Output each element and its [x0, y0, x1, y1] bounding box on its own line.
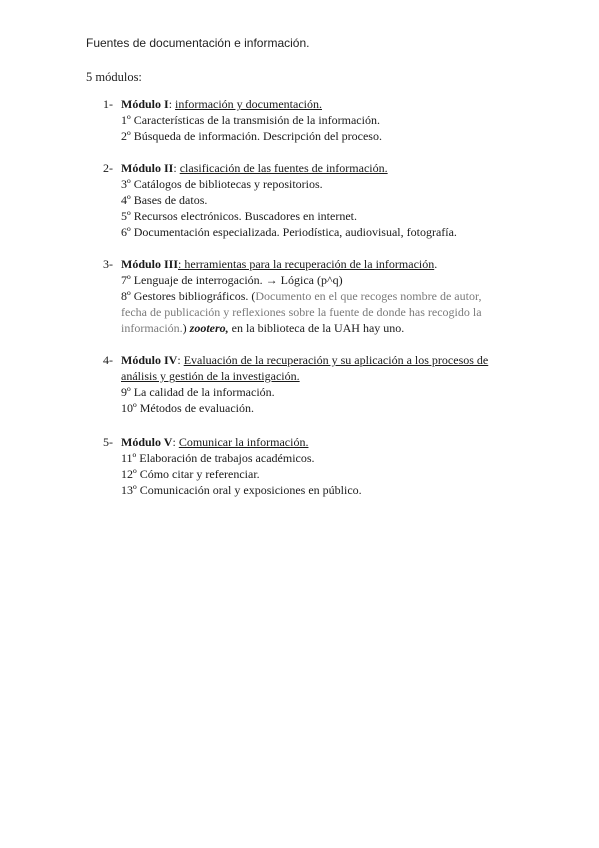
list-number: 5-: [103, 435, 113, 449]
item-close: ): [182, 321, 190, 335]
list-number: 1-: [103, 97, 113, 111]
zotero-name: zootero,: [189, 321, 229, 335]
list-item-gestores: [121, 288, 504, 336]
document-title: Fuentes de documentación e información.: [86, 36, 310, 50]
list-item: 12º Cómo citar y referenciar.: [121, 467, 260, 481]
module-items: [104, 272, 504, 336]
module-separator: :: [168, 97, 176, 111]
list-item: 2º Búsqueda de información. Descripción del proceso.: [121, 129, 382, 143]
module-label: Módulo I: [121, 97, 169, 111]
module-separator: :: [173, 161, 180, 175]
list-item: 13º Comunicación oral y exposiciones en público.: [121, 483, 362, 497]
module-5: [104, 434, 504, 498]
module-heading: [104, 434, 504, 450]
module-3: [104, 256, 504, 336]
module-heading: [104, 160, 504, 176]
list-item: 10º Métodos de evaluación.: [121, 401, 255, 415]
module-heading: [104, 96, 504, 112]
list-number: 4-: [103, 353, 113, 367]
module-items: [104, 384, 504, 416]
module-topic: información y documentación.: [175, 97, 322, 111]
module-items: [104, 450, 504, 498]
list-number: 2-: [103, 161, 113, 175]
item-text: 8º Gestores bibliográficos. (: [121, 289, 256, 303]
module-items: [104, 176, 504, 240]
module-topic: clasificación de las fuentes de información.: [179, 161, 388, 175]
module-4: [104, 352, 504, 416]
module-separator: :: [177, 353, 184, 367]
module-label: Módulo III: [121, 257, 179, 271]
list-item: 9º La calidad de la información.: [121, 385, 275, 399]
module-2: [104, 160, 504, 240]
module-label: Módulo IV: [121, 353, 178, 367]
item-note: Documento en el que recoges nombre de autor, fecha de publicación y reflexiones sobre la fuente de donde has recogido la información.: [121, 289, 482, 335]
list-item: 1º Características de la transmisión de la información.: [121, 113, 380, 127]
module-heading: [104, 256, 504, 272]
module-label: Módulo II: [121, 161, 174, 175]
item-text-end: en la biblioteca de la UAH hay uno.: [228, 321, 405, 335]
module-topic: : herramientas para la recuperación de la información: [178, 257, 435, 271]
list-number: 3-: [103, 257, 113, 271]
module-items: [104, 112, 504, 144]
module-label: Módulo V: [121, 435, 173, 449]
module-1: [104, 96, 504, 144]
module-topic: Comunicar la información.: [178, 435, 309, 449]
list-item: 3º Catálogos de bibliotecas y repositorios.: [121, 177, 323, 191]
module-separator: :: [172, 435, 179, 449]
module-topic-end: .: [434, 257, 438, 271]
list-item: 5º Recursos electrónicos. Buscadores en internet.: [121, 209, 357, 223]
modules-intro: 5 módulos:: [86, 70, 142, 84]
list-item: 4º Bases de datos.: [121, 193, 208, 207]
module-heading: [104, 352, 504, 384]
list-item: 11º Elaboración de trabajos académicos.: [121, 451, 315, 465]
module-topic: Evaluación de la recuperación y su aplicación a los procesos de análisis y gestión de la investigación.: [121, 353, 489, 383]
list-item: 7º Lenguaje de interrogación. → Lógica (p^q): [121, 273, 343, 287]
list-item: 6º Documentación especializada. Periodística, audiovisual, fotografía.: [121, 225, 457, 239]
